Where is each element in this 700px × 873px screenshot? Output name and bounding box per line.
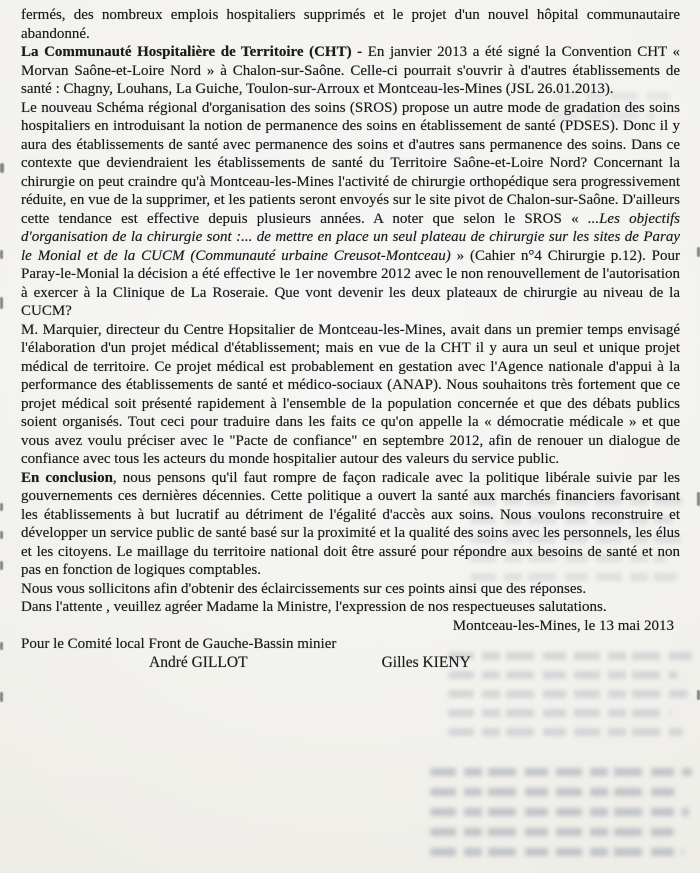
paragraph-sros [21, 99, 680, 321]
signature-andre-gillot: André GILLOT [149, 653, 248, 671]
paragraph-text: » (Cahier n°4 Chirurgie p.12). Pour Paray-le-Monial la décision a été effective le 1er novembre 2012 avec le non renouvellement de l'autorisation à exercer à la Clinique de La Roseraie. Que vont devenir les deux plateaux de chirurgie au niveau de la CUCM? [21, 247, 680, 319]
bleedthrough-line [448, 671, 678, 679]
paragraph-text: , nous pensons qu'il faut rompre de façon radicale avec la politique libérale suivie par les gouvernements ces dernières décennies. Cette politique a ouvert la santé aux marchés financiers favorisant les établissements à but lucratif au détriment de l'égalité d'accès aux soins. Nous voulons reconstruire et développer un service public de santé basé sur la proximité et la qualité des soins avec les personnels, les élus et les citoyens. Le maillage du territoire national doit être assuré pour répondre aux besoins de santé et non pas en fonction de logiques comptables. [21, 469, 680, 578]
bleedthrough-line [430, 788, 679, 796]
paragraph-text: Dans l'attente , veuillez agréer Madame la Ministre, l'expression de nos respectueuses salutations. [21, 599, 607, 615]
bleedthrough-line [448, 728, 683, 736]
sros-quote-italic: ...Les objectifs d'organisation de la chirurgie sont :... de mettre en place un seul plateau de chirurgie sur les sites de Paray le Monial et de la CUCM (Communauté urbaine Creusot-Montceau) [21, 210, 680, 264]
paragraph-conclusion [21, 469, 680, 580]
paragraph-text: fermés, des nombreux emplois hospitaliers supprimés et le projet d'un nouvel hôpital communautaire abandonné. [21, 7, 680, 42]
committee-text: Pour le Comité local Front de Gauche-Bassin minier [21, 636, 337, 652]
paragraph-text: Nous vous sollicitons afin d'obtenir des éclaircissements sur ces points ainsi que des réponses. [21, 580, 587, 597]
paragraph-projet-medical [21, 321, 680, 469]
paragraph-text: Le nouveau Schéma régional d'organisation des soins (SROS) propose un autre mode de gradation des soins hospitaliers en introduisant la notion de permanence des soins en établissement de santé (PDSES). Donc il y aura des établissements de santé avec permanence des soins et d'autres sans permanence des soins. Dans ce contexte que deviendraient les établissements de santé du Territoire Saône-et-Loire Nord? Concernant la chirurgie on peut craindre qu'à Montceau-les-Mines l'activité de chirurgie orthopédique sera progressivement réduite, en vue de la supprimer, et les patients seront envoyés sur le site pivot de Chalon-sur-Saône. D'ailleurs cette tendance est effective depuis plusieurs années. A noter que selon le SROS « [21, 99, 680, 227]
dateline-text: Montceau-les-Mines, le 13 mai 2013 [452, 617, 674, 634]
paragraph-sollicitation [21, 580, 680, 599]
signature-row [21, 654, 680, 673]
signature-gilles-kieny: Gilles KIENY [381, 653, 471, 671]
bleedthrough-line [430, 808, 689, 816]
paragraph-lead-bold: La Communauté Hospitalière de Territoire (CHT) - [21, 44, 368, 60]
bleedthrough-line [430, 768, 692, 776]
bleedthrough-line [448, 709, 671, 717]
paragraph-text: M. Marquier, directeur du Centre Hopsitalier de Montceau-les-Mines, avait dans un premier temps envisagé l'élaboration d'un projet médical d'établissement; mais en vue de la CHT il y aura un seul et unique projet médical de territoire. Ce projet médical est probablement en gestation avec l'Agence nationale d'appui à la performance des établissements de santé et médico-sociaux (ANAP). Nous souhaitons très fortement que ce projet médical soit présenté rapidement à l'ensemble de la population concernée et que des débats publics soient organisés. Tout ceci pour traduire dans les faits ce qu'on appelle la « démocratie médicale » et que vous avez voulu préciser avec le "Pacte de confiance" en septembre 2012, afin de renouer un dialogue de confiance avec tous les acteurs du monde hospitalier autour des valeurs du service public. [21, 321, 680, 467]
paragraph-text: En janvier 2013 a été signé la Convention CHT « Morvan Saône-et-Loire Nord » à Chalon-sur-Saône. Celle-ci pourrait s'ouvrir à d'autres établissements de santé : Chagny, Louhans, La Guiche, Toulon-sur-Arroux et Montceau-les-Mines (JSL 26.01.2013). [21, 44, 681, 97]
scan-edge-artifact [0, 692, 3, 702]
bleedthrough-artifact [430, 768, 692, 868]
bleedthrough-line [430, 828, 674, 836]
bleedthrough-line [430, 848, 684, 856]
paragraph-intro-fragment [21, 6, 680, 43]
paragraph-cht [21, 43, 680, 99]
paragraph-lead-bold: En conclusion [21, 469, 113, 486]
bleedthrough-line [448, 690, 688, 698]
paragraph-salutation [21, 598, 680, 617]
dateline [21, 617, 680, 636]
committee-line [21, 635, 680, 654]
